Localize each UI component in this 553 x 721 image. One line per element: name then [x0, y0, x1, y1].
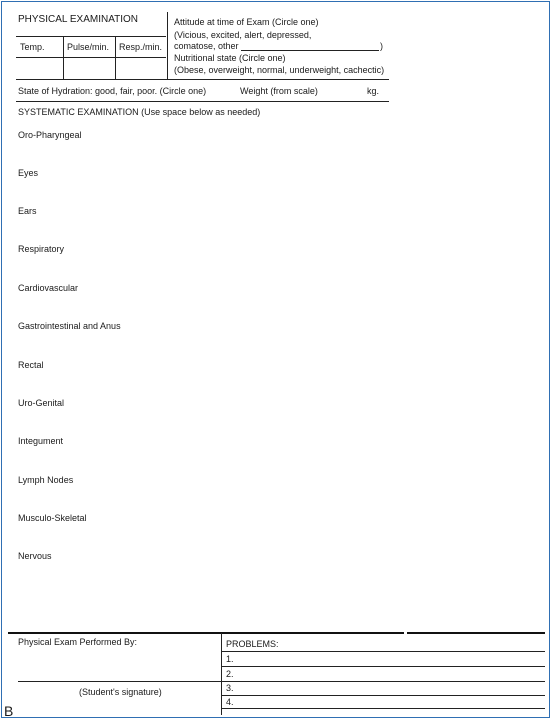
exam-item-eyes: Eyes: [18, 168, 39, 178]
problem-1: 1.: [226, 654, 234, 664]
problem-4: 4.: [226, 697, 234, 707]
nutrition-options: (Obese, overweight, normal, underweight, cachectic): [174, 65, 385, 75]
signature-caption: (Student's signature): [79, 687, 162, 697]
signature-line[interactable]: [18, 681, 221, 682]
vitals-label-divider: [16, 57, 166, 58]
footer-top-line: [8, 632, 404, 634]
attitude-close-paren: ): [380, 41, 383, 51]
section-title: PHYSICAL EXAMINATION: [18, 14, 139, 25]
attitude-options: (Vicious, excited, alert, depressed,: [174, 30, 312, 40]
vitals-col-divider-2: [115, 37, 116, 79]
exam-item-rectal: Rectal: [18, 360, 44, 370]
exam-item-uro-genital: Uro-Genital: [18, 398, 65, 408]
vitals-col-divider-1: [63, 37, 64, 79]
panel-label: B: [4, 703, 14, 719]
exam-item-musculo-skeletal: Musculo-Skeletal: [18, 513, 87, 523]
exam-item-cardiovascular: Cardiovascular: [18, 283, 79, 293]
problem-3: 3.: [226, 683, 234, 693]
performed-by-label: Physical Exam Performed By:: [18, 637, 138, 647]
exam-item-integument: Integument: [18, 436, 64, 446]
header-divider: [16, 36, 166, 37]
problem-3-line[interactable]: [222, 695, 545, 696]
hydration-label: State of Hydration: good, fair, poor. (Circle one): [18, 86, 207, 96]
problems-title: PROBLEMS:: [226, 639, 279, 649]
attitude-other-field[interactable]: [241, 50, 379, 51]
exam-item-ears: Ears: [18, 206, 37, 216]
hydration-bottom-line: [16, 101, 389, 102]
exam-item-oro-pharyngeal: Oro-Pharyngeal: [18, 130, 82, 140]
temp-label: Temp.: [20, 42, 45, 52]
pulse-label: Pulse/min.: [67, 42, 110, 52]
problem-2-line[interactable]: [222, 681, 545, 682]
weight-unit: kg.: [367, 86, 380, 96]
problem-4-line[interactable]: [222, 708, 545, 709]
nutrition-title: Nutritional state (Circle one): [174, 53, 286, 63]
exam-item-respiratory: Respiratory: [18, 244, 65, 254]
exam-item-lymph-nodes: Lymph Nodes: [18, 475, 74, 485]
attitude-title: Attitude at time of Exam (Circle one): [174, 17, 319, 27]
problems-header-line: [222, 651, 545, 652]
weight-label: Weight (from scale): [240, 86, 318, 96]
resp-label: Resp./min.: [119, 42, 163, 52]
vitals-bottom-line: [16, 79, 389, 80]
exam-item-gastrointestinal: Gastrointestinal and Anus: [18, 321, 121, 331]
problem-1-line[interactable]: [222, 666, 545, 667]
header-vertical-divider: [167, 12, 168, 80]
exam-item-nervous: Nervous: [18, 551, 52, 561]
attitude-other-label: comatose, other: [174, 41, 239, 51]
problem-2: 2.: [226, 669, 234, 679]
systematic-title: SYSTEMATIC EXAMINATION (Use space below as needed): [18, 107, 261, 117]
footer-vertical-divider: [221, 633, 222, 715]
footer-top-line-right: [407, 632, 545, 634]
